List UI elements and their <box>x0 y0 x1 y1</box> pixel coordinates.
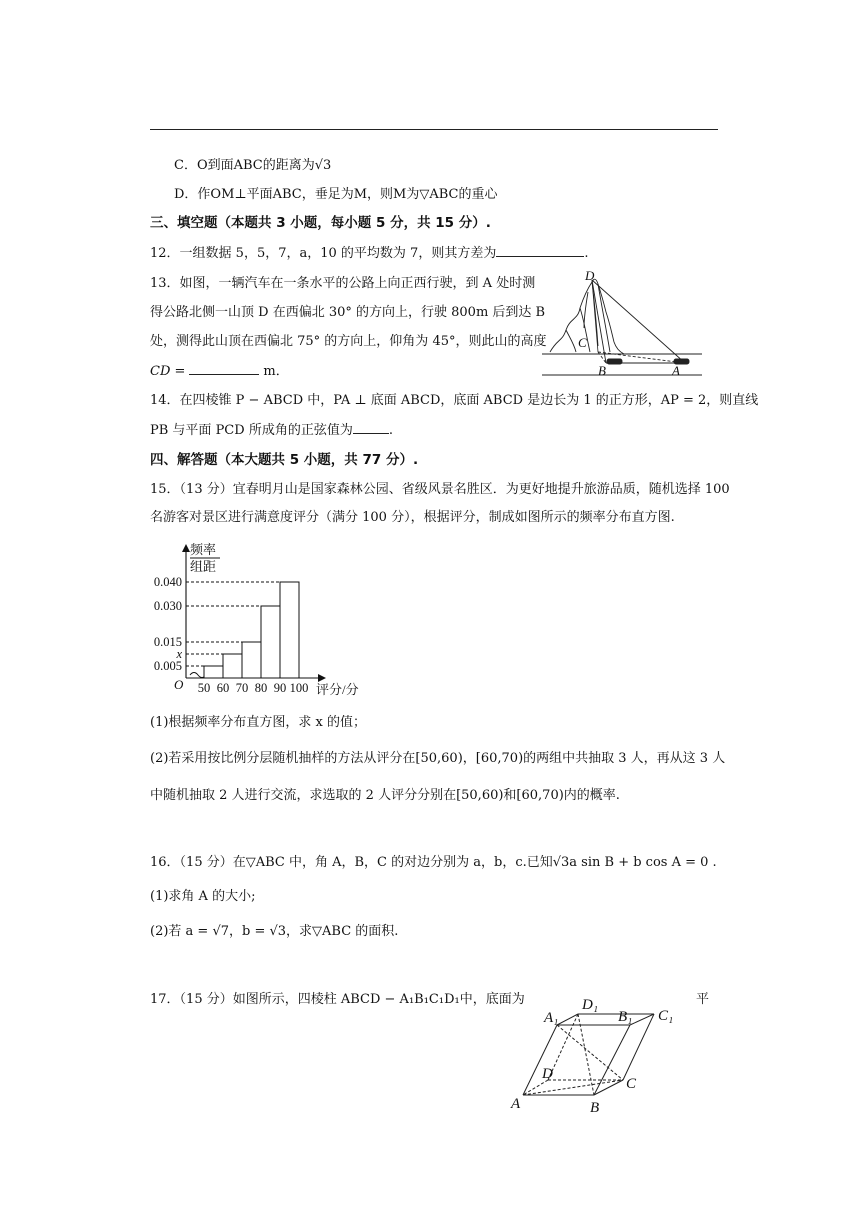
section-4-title: 四、解答题（本大题共 5 小题，共 77 分）. <box>150 452 419 468</box>
mountain-outline <box>550 279 624 354</box>
prism-figure <box>510 992 695 1117</box>
height-line-cd <box>592 280 598 352</box>
label-c: C <box>578 335 587 350</box>
x-axis-label: 评分/分 <box>316 682 359 697</box>
question-12-text: 12．一组数据 5，5，7，a，10 的平均数为 7，则其方差为 <box>150 246 497 261</box>
question-14-line-2 <box>150 421 393 440</box>
question-13-line-3: 处，测得此山顶在西偏北 75° 的方向上，仰角为 45°，则此山的高度 <box>150 334 547 349</box>
mountain-figure <box>540 268 705 380</box>
y-axis-label-bottom: 组距 <box>190 559 217 574</box>
histogram-bar <box>261 606 280 678</box>
x-tick-label: 60 <box>216 681 230 695</box>
question-16-line-1: 16．（15 分）在▽ABC 中，角 A，B，C 的对边分别为 a，b，c.已知√3a sin B + b cos A = 0 . <box>150 855 717 870</box>
question-16-part-2: (2)若 a = √7，b = √3，求▽ABC 的面积. <box>150 924 399 939</box>
question-13-cd: CD = <box>150 364 186 379</box>
frequency-histogram <box>148 538 408 700</box>
label-b: B <box>598 363 606 378</box>
label-b: B <box>590 1100 600 1116</box>
label-c: C <box>626 1076 637 1092</box>
histogram-bar <box>280 582 299 678</box>
y-tick-label: 0.005 <box>153 659 182 673</box>
y-axis-label-top: 频率 <box>190 542 217 557</box>
y-axis-arrow <box>182 544 190 552</box>
x-tick-label: 70 <box>235 681 249 695</box>
question-12 <box>150 244 588 263</box>
section-3-title: 三、填空题（本题共 3 小题，每小题 5 分，共 15 分）. <box>150 215 491 231</box>
label-d: D <box>585 268 595 283</box>
x-tick-label: 50 <box>197 681 211 695</box>
y-tick-label: 0.030 <box>153 599 182 613</box>
mountain-ridge-1 <box>566 330 576 352</box>
question-13-line-4 <box>150 362 289 381</box>
question-15-part-2-line-1: (2)若采用按比例分层随机抽样的方法从评分在[50,60)，[60,70)的两组中共抽取 3 人，再从这 3 人 <box>150 751 726 766</box>
label-a: A <box>672 363 680 378</box>
edge-a1a <box>523 1025 557 1095</box>
question-14-text: PB 与平面 PCD 所成角的正弦值为 <box>150 423 353 438</box>
histogram-bar <box>242 642 261 678</box>
answer-blank-12 <box>496 244 584 257</box>
question-17-trail: 平 <box>696 992 710 1007</box>
option-c: C．O到面ABC的距离为√3 <box>174 158 332 173</box>
x-tick-label: 100 <box>289 681 309 695</box>
y-tick-label: x <box>176 647 182 661</box>
label-a1: A₁ <box>544 1010 559 1026</box>
histogram-bar <box>204 666 223 678</box>
label-c1: C₁ <box>658 1008 674 1024</box>
answer-blank-13 <box>189 362 259 375</box>
question-17-line-1: 17．（15 分）如图所示，四棱柱 ABCD − A₁B₁C₁D₁中，底面为 <box>150 992 525 1007</box>
edge-d1a1 <box>557 1014 578 1025</box>
histogram-bar <box>223 654 242 678</box>
origin-label: O <box>174 677 184 692</box>
diag-a1c <box>557 1025 623 1080</box>
question-15-part-2-line-2: 中随机抽取 2 人进行交流，求选取的 2 人评分分别在[50,60)和[60,70)内的概率. <box>150 788 620 803</box>
question-14-line-1: 14．在四棱锥 P − ABCD 中，PA ⊥ 底面 ABCD，底面 ABCD 是边长为 1 的正方形，AP = 2，则直线 <box>150 393 759 408</box>
question-13-unit: m． <box>263 364 289 379</box>
question-15-part-1: (1)根据频率分布直方图，求 x 的值； <box>150 715 367 730</box>
edge-b1c1 <box>630 1014 654 1025</box>
label-d1: D₁ <box>582 997 599 1013</box>
line-da <box>592 280 685 363</box>
edge-b1b <box>594 1025 630 1095</box>
question-16-part-1: (1)求角 A 的大小; <box>150 889 256 904</box>
y-tick-label: 0.040 <box>153 575 182 589</box>
question-15-line-1: 15．（13 分）宜春明月山是国家森林公园、省级风景名胜区．为更好地提升旅游品质，随机选择 100 <box>150 482 730 497</box>
x-tick-label: 90 <box>273 681 287 695</box>
answer-blank-14 <box>353 421 389 434</box>
question-13-line-1: 13．如图，一辆汽车在一条水平的公路上向正西行驶，到 A 处时测 <box>150 276 536 291</box>
car-b <box>607 359 622 364</box>
mountain-ridge-5 <box>584 292 588 328</box>
question-12-end: . <box>584 246 589 261</box>
label-a: A <box>511 1096 521 1112</box>
diag-d1b <box>578 1014 594 1095</box>
label-b1: B₁ <box>618 1009 633 1025</box>
x-tick-label: 80 <box>254 681 268 695</box>
label-d: D <box>542 1066 553 1082</box>
header-rule <box>150 129 718 130</box>
question-13-line-2: 得公路北侧一山顶 D 在西偏北 30° 的方向上，行驶 800m 后到达 B <box>150 305 546 320</box>
y-tick-label: 0.015 <box>153 635 182 649</box>
option-d: D．作OM⊥平面ABC，垂足为M，则M为▽ABC的重心 <box>174 187 498 202</box>
question-15-line-2: 名游客对景区进行满意度评分（满分 100 分），根据评分，制成如图所示的频率分布直方图. <box>150 510 675 525</box>
x-axis-arrow <box>318 674 326 682</box>
question-14-end: . <box>388 423 393 438</box>
